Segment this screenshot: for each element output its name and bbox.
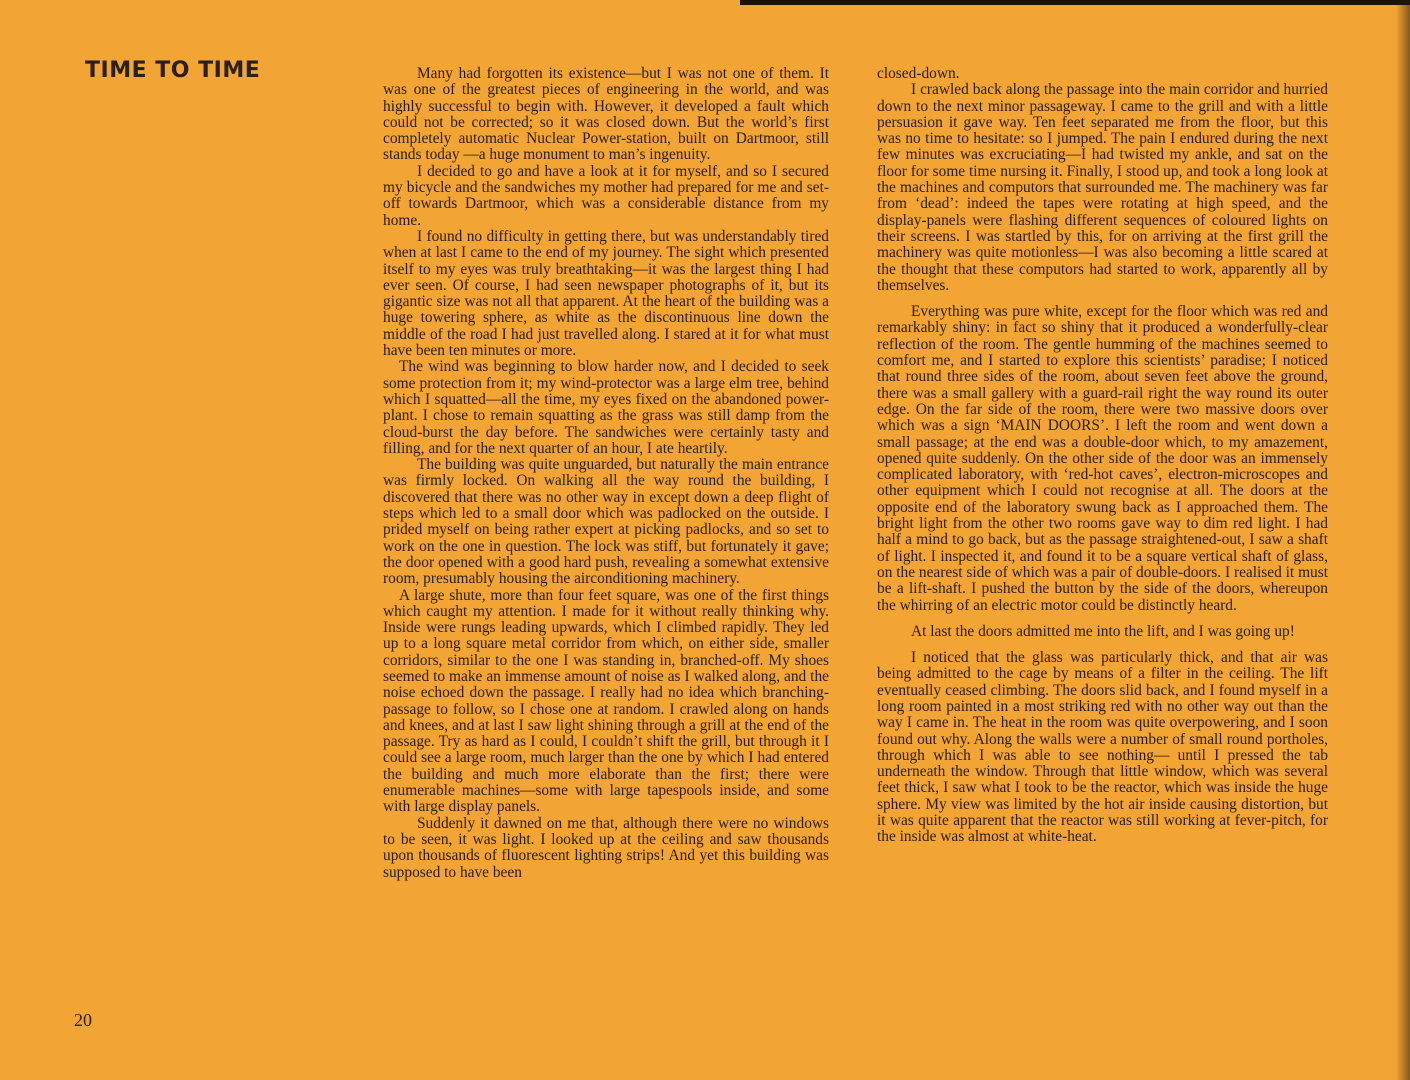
paragraph-3: I found no difficulty in getting there, but was understandably tired when at last I came to the end of my journey. The sight which presented itself to my eyes was truly breathtaking—it was the largest thing I had ever seen. Of course, I had seen newspaper photographs of it, but its gigantic size was not all that apparent. At the heart of the building was a huge towering sphere, as white as the discontinuous line down the middle of the road I had just travelled along. I stared at it for what must have been ten minutes or more.	[383, 227, 829, 360]
story-column-left	[383, 66, 829, 881]
paragraph-2: I decided to go and have a look at it for myself, and so I secured my bicycle and the sandwiches my mother had prepared for me and set-off towards Dartmoor, which was a considerable distance from my home.	[383, 162, 829, 229]
paragraph-9: I crawled back along the passage into the main corridor and hurried down to the next minor passageway. I came to the grill and with a little persuasion it gave way. Ten feet separated me from the floor, but this was no time to hesitate: so I jumped. The pain I endured during the next few minutes was excruciating—I had twisted my ankle, and sat on the floor for some time nursing it. Finally, I stood up, and took a long look at the machines and computors that surrounded me. The machinery was far from ‘dead’: indeed the tapes were rotating at high speed, and the display-panels were flashing different sequences of coloured lights on their screens. I was startled by this, for on arriving at the first grill the machinery was quite motionless—I was also becoming a little scared at the thought that these computors had started to work, apparently all by themselves.	[877, 81, 1328, 294]
paragraph-10: Everything was pure white, except for the floor which was red and remarkably shiny: in fact so shiny that it produced a wonderfully-clear reflection of the room. The gentle humming of the machines seemed to comfort me, and I started to explore this scientists’ paradise; I noticed that round three sides of the room, about seven feet above the ground, there was a small gallery with a guard-rail right the way round its outer edge. On the far side of the room, there were two massive doors over which was a sign ‘MAIN DOORS’. I left the room and went down a small passage; at the end was a double-door which, to my amazement, opened quite suddenly. On the other side of the door was an immensely complicated laboratory, with ‘red-hot caves’, electron-microscopes and other equipment which I could not recognise at all. The doors at the opposite end of the laboratory swung back as I approached them. The bright light from the other two rooms gave way to dim red light. I had half a mind to go back, but as the passage straightened-out, I saw a shaft of light. I inspected it, and found it to be a square vertical shaft of glass, on the nearest side of which was a pair of double-doors. I realised it must be a lift-shaft. I pushed the button by the side of the doors, whereupon the whirring of an electric motor could be distinctly heard.	[877, 303, 1328, 614]
story-column-right	[877, 66, 1328, 846]
top-edge-rule	[740, 0, 1410, 5]
paragraph-8: closed-down.	[877, 65, 960, 82]
paragraph-12: I noticed that the glass was particularly thick, and that air was being admitted to the cage by means of a filter in the ceiling. The lift eventually ceased climbing. The doors slid back, and I found myself in a long room painted in a most striking red with no other way out than the way I came in. The heat in the room was quite overpowering, and I soon found out why. Along the walls were a number of small round portholes, through which I was able to see nothing— until I pressed the tab underneath the window. Through that little window, which was several feet thick, I saw what I took to be the reactor, which was inside the huge sphere. My view was limited by the hot air inside causing distortion, but it was quite apparent that the reactor was still working at fever-pitch, for the inside was almost at white-heat.	[877, 649, 1328, 846]
page-edge-shadow	[1396, 0, 1410, 1080]
page-number: 20	[74, 1010, 92, 1030]
page-title: TIME TO TIME	[85, 58, 261, 83]
paragraph-7: Suddenly it dawned on me that, although there were no windows to be seen, it was light. I looked up at the ceiling and saw thousands upon thousands of fluorescent lighting strips! And yet this building was supposed to have been	[383, 814, 829, 881]
paragraph-6: A large shute, more than four feet square, was one of the first things which caught my attention. I made for it without really thinking why. Inside were rungs leading upwards, which I climbed rapidly. They led up to a long square metal corridor from which, on either side, smaller corridors, similar to the one I was standing in, branched-off. My shoes seemed to make an immense amount of noise as I walked along, and the noise echoed down the passage. I really had no idea which branching-passage to follow, so I chose one at random. I crawled along on hands and knees, and at last I saw light shining through a grill at the end of the passage. Try as hard as I could, I couldn’t shift the grill, but through it I could see a large room, much larger than the one by which I had entered the building and much more elaborate than the first; there were enumerable machines—some with large tapespools inside, and some with large display panels.	[383, 586, 829, 816]
paragraph-4: The wind was beginning to blow harder now, and I decided to seek some protection from it; my wind-protector was a large elm tree, behind which I squatted—all the time, my eyes fixed on the abandoned power-plant. I chose to remain squatting as the grass was still damp from the cloud-burst the day before. The sandwiches were certainly tasty and filling, and for the next quarter of an hour, I ate heartily.	[383, 358, 829, 457]
paragraph-11: At last the doors admitted me into the lift, and I was going up!	[911, 622, 1295, 640]
paragraph-1: Many had forgotten its existence—but I was not one of them. It was one of the greatest pieces of engineering in the world, and was highly successful to begin with. However, it developed a fault which could not be corrected; so it was closed down. But the world’s first completely automatic Nuclear Power-station, built on Dartmoor, still stands today —a huge monument to man’s ingenuity.	[383, 65, 829, 164]
paragraph-5: The building was quite unguarded, but naturally the main entrance was firmly locked. On walking all the way round the building, I discovered that there was no other way in except down a deep flight of steps which led to a small door which was padlocked on the outside. I prided myself on being rather expert at picking padlocks, and so set to work on the one in question. The lock was stiff, but fortunately it gave; the door opened with a good hard push, revealing a somewhat extensive room, presumably housing the airconditioning machinery.	[383, 456, 829, 588]
